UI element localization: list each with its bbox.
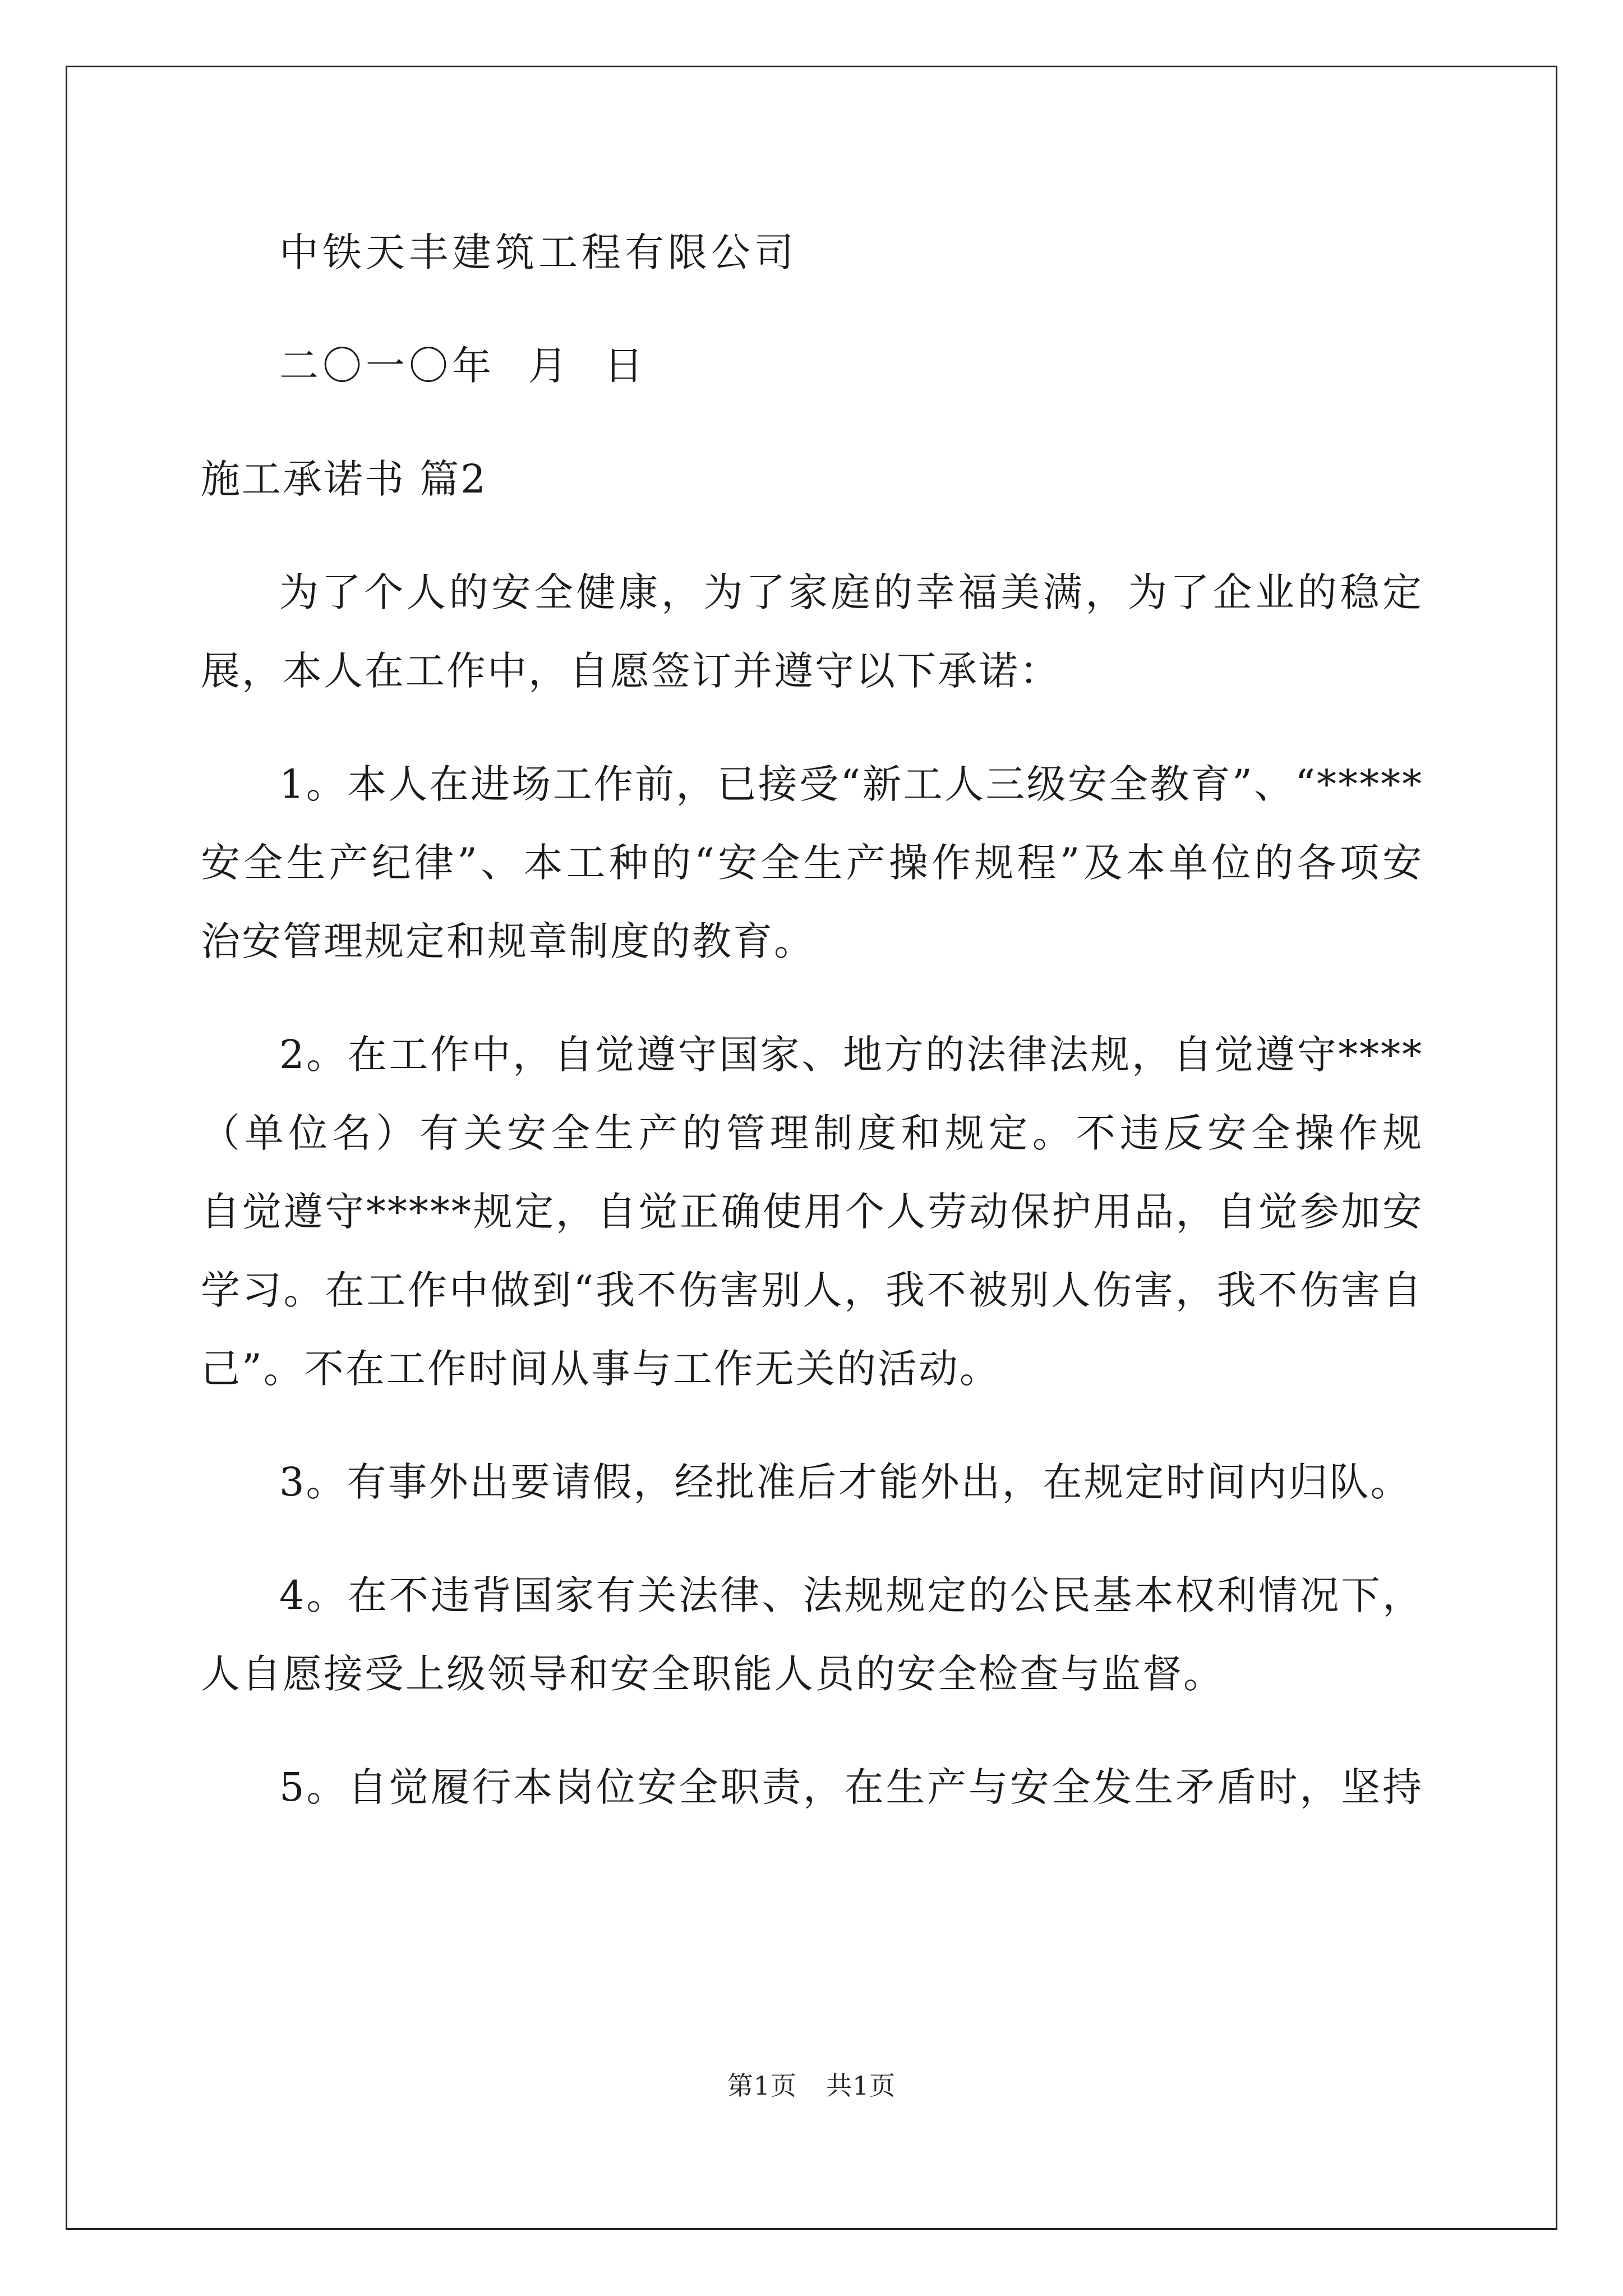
- paragraph-line: 展，本人在工作中，自愿签订并遵守以下承诺：: [201, 648, 1061, 694]
- paragraph-line: 为了个人的安全健康，为了家庭的幸福美满，为了企业的稳定: [279, 569, 1423, 615]
- paragraph-line: 人自愿接受上级领导和安全职能人员的安全检查与监督。: [201, 1651, 1224, 1697]
- section-heading: 施工承诺书 篇2: [201, 456, 487, 502]
- paragraph-line: 治安管理规定和规章制度的教育。: [201, 918, 815, 964]
- date-line: 二〇一〇年 月 日: [279, 343, 648, 389]
- commitment-item-2: [201, 1015, 1423, 1408]
- commitment-item-3: [201, 1443, 1423, 1521]
- paragraph-line: 3。有事外出要请假，经批准后才能外出，在规定时间内归队。: [279, 1459, 1412, 1505]
- commitment-item-1: [201, 745, 1423, 981]
- page-total: 共1页: [826, 2070, 896, 2101]
- paragraph-line: 学习。在工作中做到“我不伤害别人，我不被别人伤害，我不伤害自: [201, 1267, 1423, 1313]
- intro-paragraph: [201, 553, 1423, 710]
- paragraph-line: 己”。不在工作时间从事与工作无关的活动。: [201, 1346, 1000, 1392]
- paragraph-line: 安全生产纪律”、本工种的“安全生产操作规程”及本单位的各项安: [201, 840, 1423, 886]
- page-footer: [0, 2069, 1623, 2102]
- paragraph-line: 2。在工作中，自觉遵守国家、地方的法律法规，自觉遵守****: [279, 1032, 1423, 1078]
- paragraph-line: 自觉遵守*****规定，自觉正确使用个人劳动保护用品，自觉参加安: [201, 1189, 1423, 1235]
- paragraph-line: 5。自觉履行本岗位安全职责，在生产与安全发生矛盾时，坚持: [279, 1764, 1423, 1810]
- commitment-item-5: [201, 1748, 1423, 1826]
- paragraph-line: 1。本人在进场工作前，已接受“新工人三级安全教育”、“*****: [279, 761, 1423, 807]
- commitment-item-4: [201, 1556, 1423, 1713]
- paragraph-line: 4。在不违背国家有关法律、法规规定的公民基本权利情况下，: [279, 1572, 1423, 1618]
- company-name: 中铁天丰建筑工程有限公司: [279, 229, 797, 275]
- document-body: [201, 213, 1423, 1826]
- paragraph-line: （单位名）有关安全生产的管理制度和规定。不违反安全操作规: [201, 1110, 1423, 1156]
- page-number: 第1页: [727, 2070, 797, 2101]
